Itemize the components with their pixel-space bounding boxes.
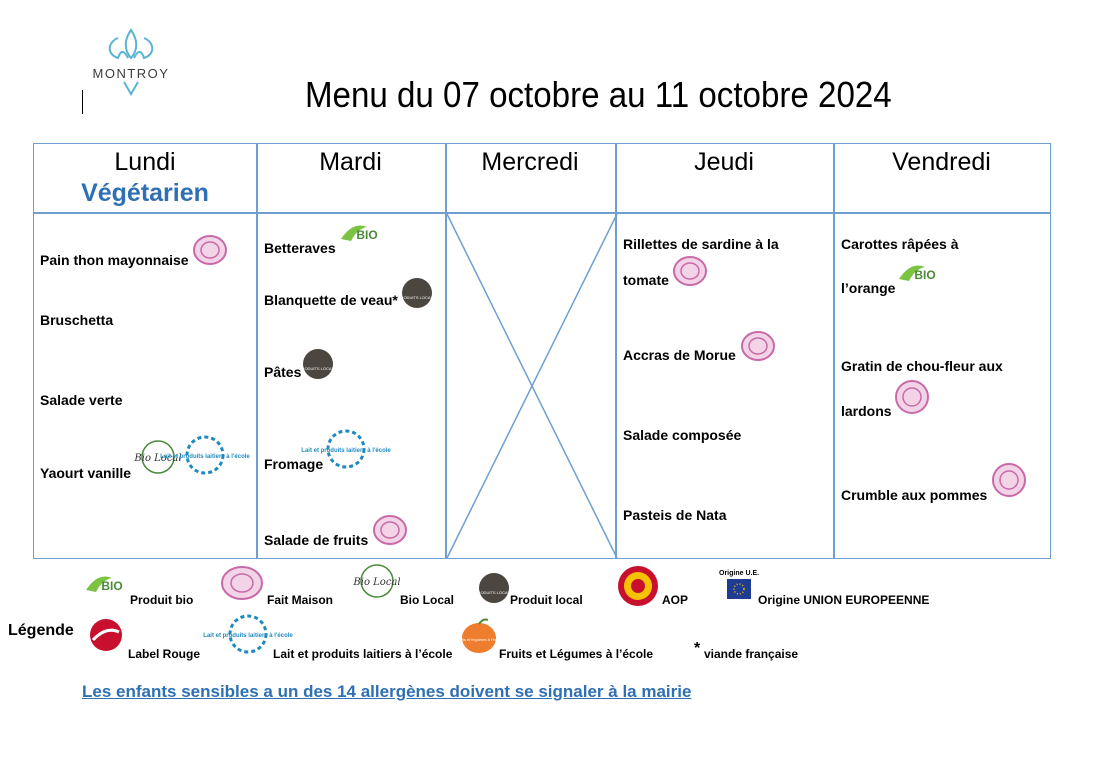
svg-text:BIO: BIO (356, 228, 378, 242)
lait-produits-laitiers-icon (160, 433, 250, 477)
menu-item: lardons (841, 403, 892, 419)
menu-item: Salade composée (623, 427, 742, 443)
asterisk-mark: * (694, 640, 701, 657)
ue-caption: Origine U.E. (719, 570, 760, 577)
legend-label: AOP (662, 593, 689, 607)
menu-item: Fromage (264, 456, 324, 472)
legend-label: Lait et produits laitiers à l’école (273, 647, 453, 661)
allergen-notice-link[interactable]: Les enfants sensibles a un des 14 allergènes doivent se signaler à la mairie (82, 682, 692, 701)
svg-text:BIO: BIO (914, 268, 936, 282)
fait-maison-icon (373, 515, 407, 545)
svg-text:Fruits et légumes à l'école: Fruits et légumes à l'école (455, 637, 503, 642)
day-header-vendredi: Vendredi (892, 148, 991, 176)
legend-label: Bio Local (400, 593, 455, 607)
svg-text:PRODUITS LOCAUX: PRODUITS LOCAUX (298, 366, 338, 371)
fruits-legumes-icon (455, 618, 503, 654)
fait-maison-icon (741, 331, 775, 361)
day-name: Lundi (114, 148, 176, 176)
menu-item: Rillettes de sardine à la (623, 236, 779, 252)
aop-icon (614, 565, 662, 607)
menu-item: Salade de fruits (264, 532, 369, 548)
menu-item: l’orange (841, 280, 896, 296)
menu-item: Betteraves (264, 240, 336, 256)
lait-produits-laitiers-icon (301, 427, 391, 471)
fait-maison-icon (895, 380, 929, 414)
menu-item: Yaourt vanille (40, 465, 132, 481)
svg-text:Lait et produits laitiers à l': Lait et produits laitiers à l'école (160, 454, 250, 460)
legend-label: Label Rouge (128, 647, 201, 661)
fait-maison-icon (673, 256, 707, 286)
svg-text:Bio Local: Bio Local (134, 453, 182, 464)
legend-label: Fait Maison (267, 593, 334, 607)
legend-label: Produit bio (130, 593, 194, 607)
svg-text:PRODUITS LOCAUX: PRODUITS LOCAUX (397, 295, 437, 300)
legend-label: viande française (704, 647, 799, 661)
menu-item: Gratin de chou-fleur aux (841, 358, 1003, 374)
svg-text:PRODUITS LOCAUX: PRODUITS LOCAUX (474, 590, 514, 595)
day-header-mardi: Mardi (319, 148, 382, 176)
logo-text: MONTROY (92, 66, 170, 81)
svg-text:Bio Local: Bio Local (353, 577, 401, 588)
menu-item: tomate (623, 272, 669, 288)
menu-item: Bruschetta (40, 312, 114, 328)
svg-text:Lait et produits laitiers à l': Lait et produits laitiers à l'école (203, 633, 293, 639)
svg-text:Lait et produits laitiers à l': Lait et produits laitiers à l'école (301, 448, 391, 454)
produit-local-icon (476, 572, 512, 604)
column-divider (256, 144, 258, 558)
menu-item: Crumble aux pommes (841, 487, 988, 503)
eu-flag-icon (727, 579, 751, 599)
legend-label: Produit local (510, 593, 583, 607)
bio-icon (895, 259, 941, 287)
bio-icon (337, 219, 383, 247)
day-header-mercredi: Mercredi (481, 148, 579, 176)
no-service-cross (447, 214, 617, 558)
legend-label: Fruits et Légumes à l’école (499, 647, 654, 661)
menu-item: Pasteis de Nata (623, 507, 727, 523)
vegetarian-badge: Végétarien (81, 179, 209, 207)
menu-item: Pain thon mayonnaise (40, 252, 189, 268)
fait-maison-icon (992, 463, 1026, 497)
day-header-lundi (34, 148, 256, 208)
menu-item: Carottes râpées à (841, 236, 959, 252)
legend-title: Légende (8, 622, 74, 639)
page-title: Menu du 07 octobre au 11 octobre 2024 (304, 74, 892, 115)
produit-local-icon (300, 348, 336, 380)
bio-icon (82, 570, 128, 598)
menu-item: Blanquette de veau* (264, 292, 398, 308)
menu-item: Pâtes (264, 364, 302, 380)
legend-label: Origine UNION EUROPEENNE (758, 593, 930, 607)
svg-text:BIO: BIO (101, 579, 123, 593)
column-divider (833, 144, 835, 558)
fait-maison-icon (193, 235, 227, 265)
menu-item: Salade verte (40, 392, 123, 408)
menu-item: Accras de Morue (623, 347, 736, 363)
label-rouge-icon (85, 618, 127, 652)
produit-local-icon (399, 277, 435, 309)
fait-maison-icon (220, 565, 264, 601)
day-header-jeudi: Jeudi (694, 148, 754, 176)
lait-produits-laitiers-icon (203, 612, 293, 656)
bio-local-icon (353, 563, 401, 599)
